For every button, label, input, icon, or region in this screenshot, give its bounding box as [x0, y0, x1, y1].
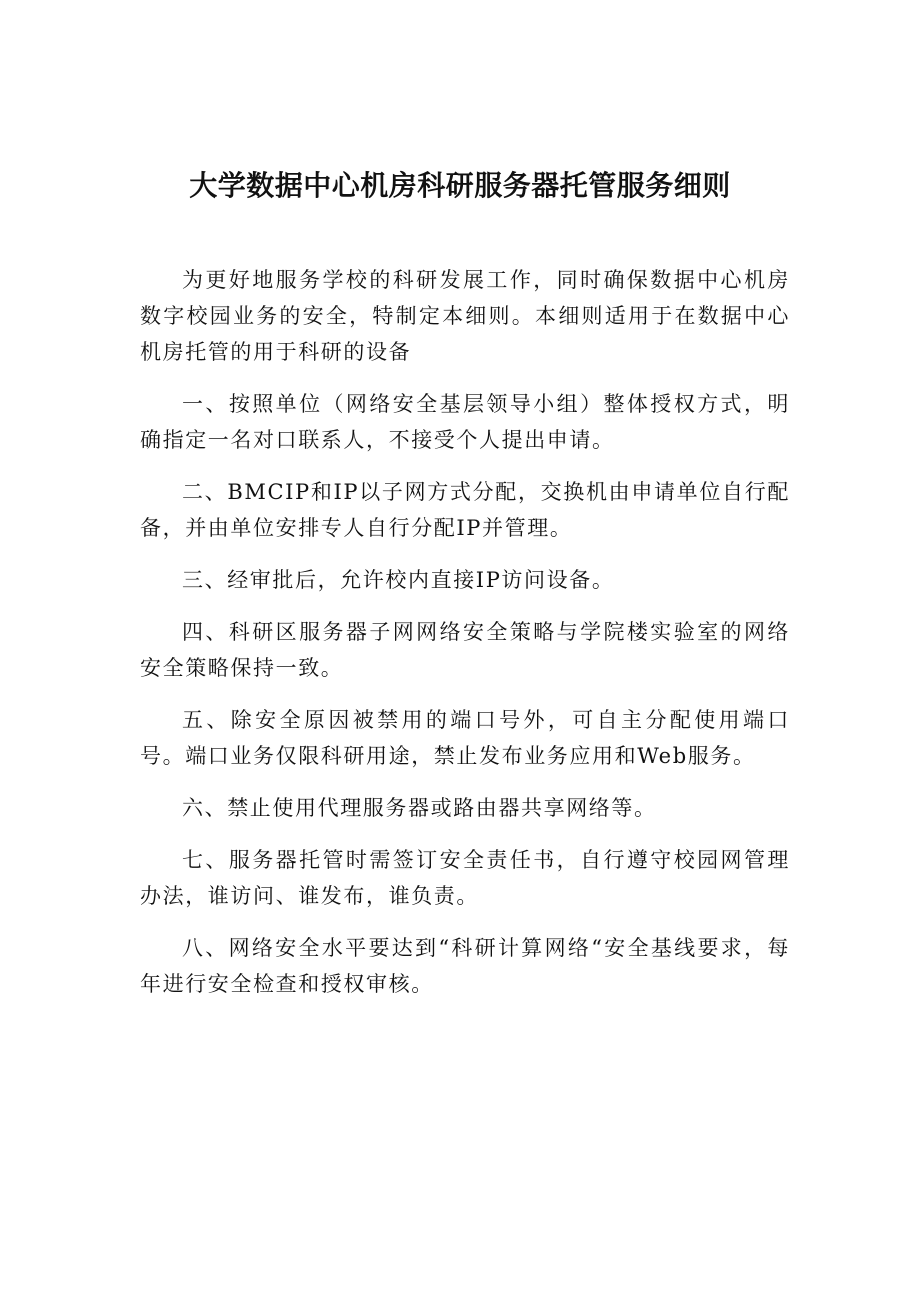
- paragraph-intro: 为更好地服务学校的科研发展工作，同时确保数据中心机房数字校园业务的安全，特制定本细则。本细则适用于在数据中心机房托管的用于科研的设备: [140, 268, 790, 364]
- paragraph-item-7: 七、服务器托管时需签订安全责任书，自行遵守校园网管理办法，谁访问、谁发布，谁负责。: [140, 848, 790, 908]
- paragraph-item-5: 五、除安全原因被禁用的端口号外，可自主分配使用端口号。端口业务仅限科研用途，禁止发布业务应用和Web服务。: [140, 708, 790, 768]
- paragraph-item-8: 八、网络安全水平要达到“科研计算网络“安全基线要求，每年进行安全检查和授权审核。: [140, 936, 790, 996]
- paragraph-item-4: 四、科研区服务器子网网络安全策略与学院楼实验室的网络安全策略保持一致。: [140, 620, 790, 680]
- document-body: [140, 262, 790, 1018]
- paragraph-item-1: 一、按照单位（网络安全基层领导小组）整体授权方式，明确指定一名对口联系人，不接受个人提出申请。: [140, 392, 790, 452]
- document-title: 大学数据中心机房科研服务器托管服务细则: [189, 169, 731, 202]
- paragraph-item-3: 三、经审批后，允许校内直接IP访问设备。: [182, 568, 615, 592]
- paragraph-item-2: 二、BMCIP和IP以子网方式分配，交换机由申请单位自行配备，并由单位安排专人自行分配IP并管理。: [140, 480, 790, 540]
- paragraph-item-6: 六、禁止使用代理服务器或路由器共享网络等。: [182, 796, 657, 820]
